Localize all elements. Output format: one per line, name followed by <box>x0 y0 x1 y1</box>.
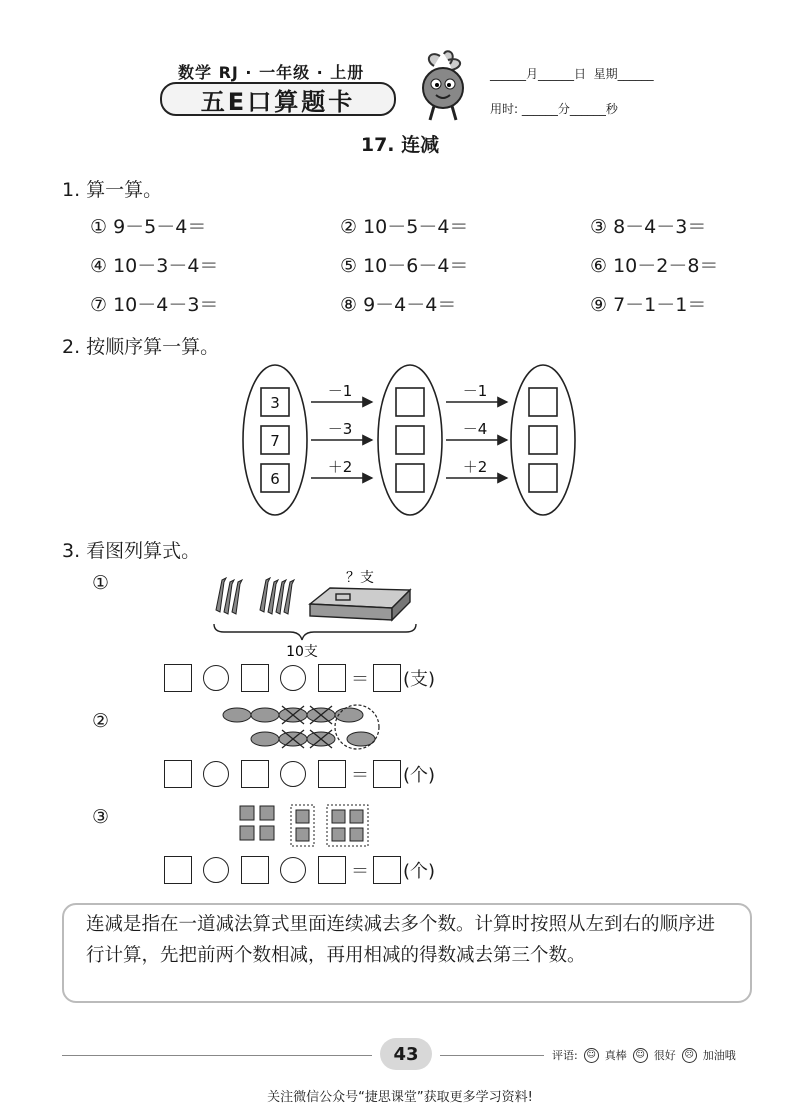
page-number: 43 <box>380 1038 432 1070</box>
total-label: 10支 <box>286 644 318 658</box>
equals-sign: ＝ <box>351 861 369 882</box>
equals-sign: ＝ <box>351 765 369 786</box>
q2-heading: 2. 按顺序算一算。 <box>62 336 220 358</box>
answer-box[interactable] <box>318 760 346 788</box>
q1-item[interactable]: ⑤ 10－6－4＝ <box>340 255 469 277</box>
operator-circle[interactable] <box>203 857 229 883</box>
date-line[interactable]: ______月______日 星期______ <box>490 67 654 81</box>
square-block-icon <box>260 826 274 840</box>
unit-label: (个) <box>403 765 436 786</box>
q1-item[interactable]: ⑨ 7－1－1＝ <box>590 294 707 316</box>
unit-label: (个) <box>403 861 436 882</box>
q1-heading: 1. 算一算。 <box>62 179 163 201</box>
q3-label: ③ <box>92 806 110 828</box>
unknown-label: ？支 <box>346 570 374 586</box>
q1-item[interactable]: ⑥ 10－2－8＝ <box>590 255 719 277</box>
time-line[interactable]: 用时: ______分______秒 <box>490 102 618 116</box>
rating-option[interactable]: 加油哦 <box>702 1049 736 1062</box>
start-value: 6 <box>270 470 280 488</box>
operator-circle[interactable] <box>280 857 306 883</box>
q1-item[interactable]: ⑧ 9－4－4＝ <box>340 294 457 316</box>
bread-icon <box>251 732 279 746</box>
answer-box[interactable] <box>318 664 346 692</box>
cross-out-marks <box>282 706 332 748</box>
answer-box[interactable] <box>164 856 192 884</box>
subject-line: 数学 RJ · 一年级 · 上册 <box>178 63 365 82</box>
operator-circle[interactable] <box>203 761 229 787</box>
rating-option[interactable]: 很好 <box>653 1049 676 1062</box>
answer-box[interactable] <box>373 856 401 884</box>
middle-answer-boxes <box>396 388 424 492</box>
square-block-icon <box>240 826 254 840</box>
square-block-icon <box>296 828 309 841</box>
radish-mascot-icon <box>410 50 476 126</box>
square-block-icon <box>296 810 309 823</box>
blocks-picture <box>236 802 376 848</box>
answer-box[interactable] <box>241 856 269 884</box>
brace-icon <box>214 624 416 640</box>
smile-face-icon[interactable]: ☺ <box>633 1048 648 1063</box>
pencil-group-icon <box>260 578 294 614</box>
q3-heading: 3. 看图列算式。 <box>62 540 201 562</box>
rating-bar <box>552 1047 736 1063</box>
q1-item[interactable]: ⑦ 10－4－3＝ <box>90 294 219 316</box>
op-label: －3 <box>327 420 353 438</box>
banner-title: 五E口算题卡 <box>160 82 396 116</box>
square-block-icon <box>350 828 363 841</box>
op-label: ＋2 <box>462 458 488 476</box>
op-label: －1 <box>327 382 353 400</box>
grin-face-icon[interactable]: ☺ <box>584 1048 599 1063</box>
q1-item[interactable]: ① 9－5－4＝ <box>90 216 207 238</box>
op-label: ＋2 <box>327 458 353 476</box>
op-label: －1 <box>462 382 488 400</box>
square-block-icon <box>350 810 363 823</box>
end-answer-boxes <box>529 388 557 492</box>
answer-box[interactable] <box>373 760 401 788</box>
square-block-icon <box>332 828 345 841</box>
tip-note: 连减是指在一道减法算式里面连续减去多个数。计算时按照从左到右的顺序进行计算，先把前两个数相减，再用相减的得数减去第三个数。 <box>62 903 752 1003</box>
pencils-picture <box>210 566 450 658</box>
operator-circle[interactable] <box>280 665 306 691</box>
footer-notice: 关注微信公众号“捷思课堂”获取更多学习资料! <box>267 1090 533 1105</box>
square-block-icon <box>240 806 254 820</box>
footer-divider <box>62 1055 372 1056</box>
operator-circle[interactable] <box>203 665 229 691</box>
op-label: －4 <box>462 420 488 438</box>
footer-divider <box>440 1055 544 1056</box>
q1-item[interactable]: ③ 8－4－3＝ <box>590 216 707 238</box>
q3-label: ② <box>92 710 110 732</box>
rating-label: 评语: <box>552 1049 578 1062</box>
start-value: 7 <box>270 432 280 450</box>
bread-icon <box>251 708 279 722</box>
square-block-icon <box>332 810 345 823</box>
unit-label: (支) <box>403 669 436 690</box>
answer-box[interactable] <box>164 664 192 692</box>
q1-item[interactable]: ② 10－5－4＝ <box>340 216 469 238</box>
q3-label: ① <box>92 572 110 594</box>
sequence-diagram <box>235 360 585 520</box>
operator-circle[interactable] <box>280 761 306 787</box>
bread-icon <box>347 732 375 746</box>
lesson-title: 17. 连减 <box>360 134 440 156</box>
pencil-group-icon <box>216 578 242 614</box>
bread-icon <box>223 708 251 722</box>
square-block-icon <box>260 806 274 820</box>
answer-box[interactable] <box>241 664 269 692</box>
answer-box[interactable] <box>318 856 346 884</box>
pencil-box-icon <box>310 588 410 620</box>
q1-item[interactable]: ④ 10－3－4＝ <box>90 255 219 277</box>
equals-sign: ＝ <box>351 669 369 690</box>
answer-box[interactable] <box>164 760 192 788</box>
bread-picture <box>220 702 390 752</box>
start-value: 3 <box>270 394 280 412</box>
rating-option[interactable]: 真棒 <box>604 1049 627 1062</box>
answer-box[interactable] <box>241 760 269 788</box>
worried-face-icon[interactable]: ☹ <box>682 1048 697 1063</box>
answer-box[interactable] <box>373 664 401 692</box>
